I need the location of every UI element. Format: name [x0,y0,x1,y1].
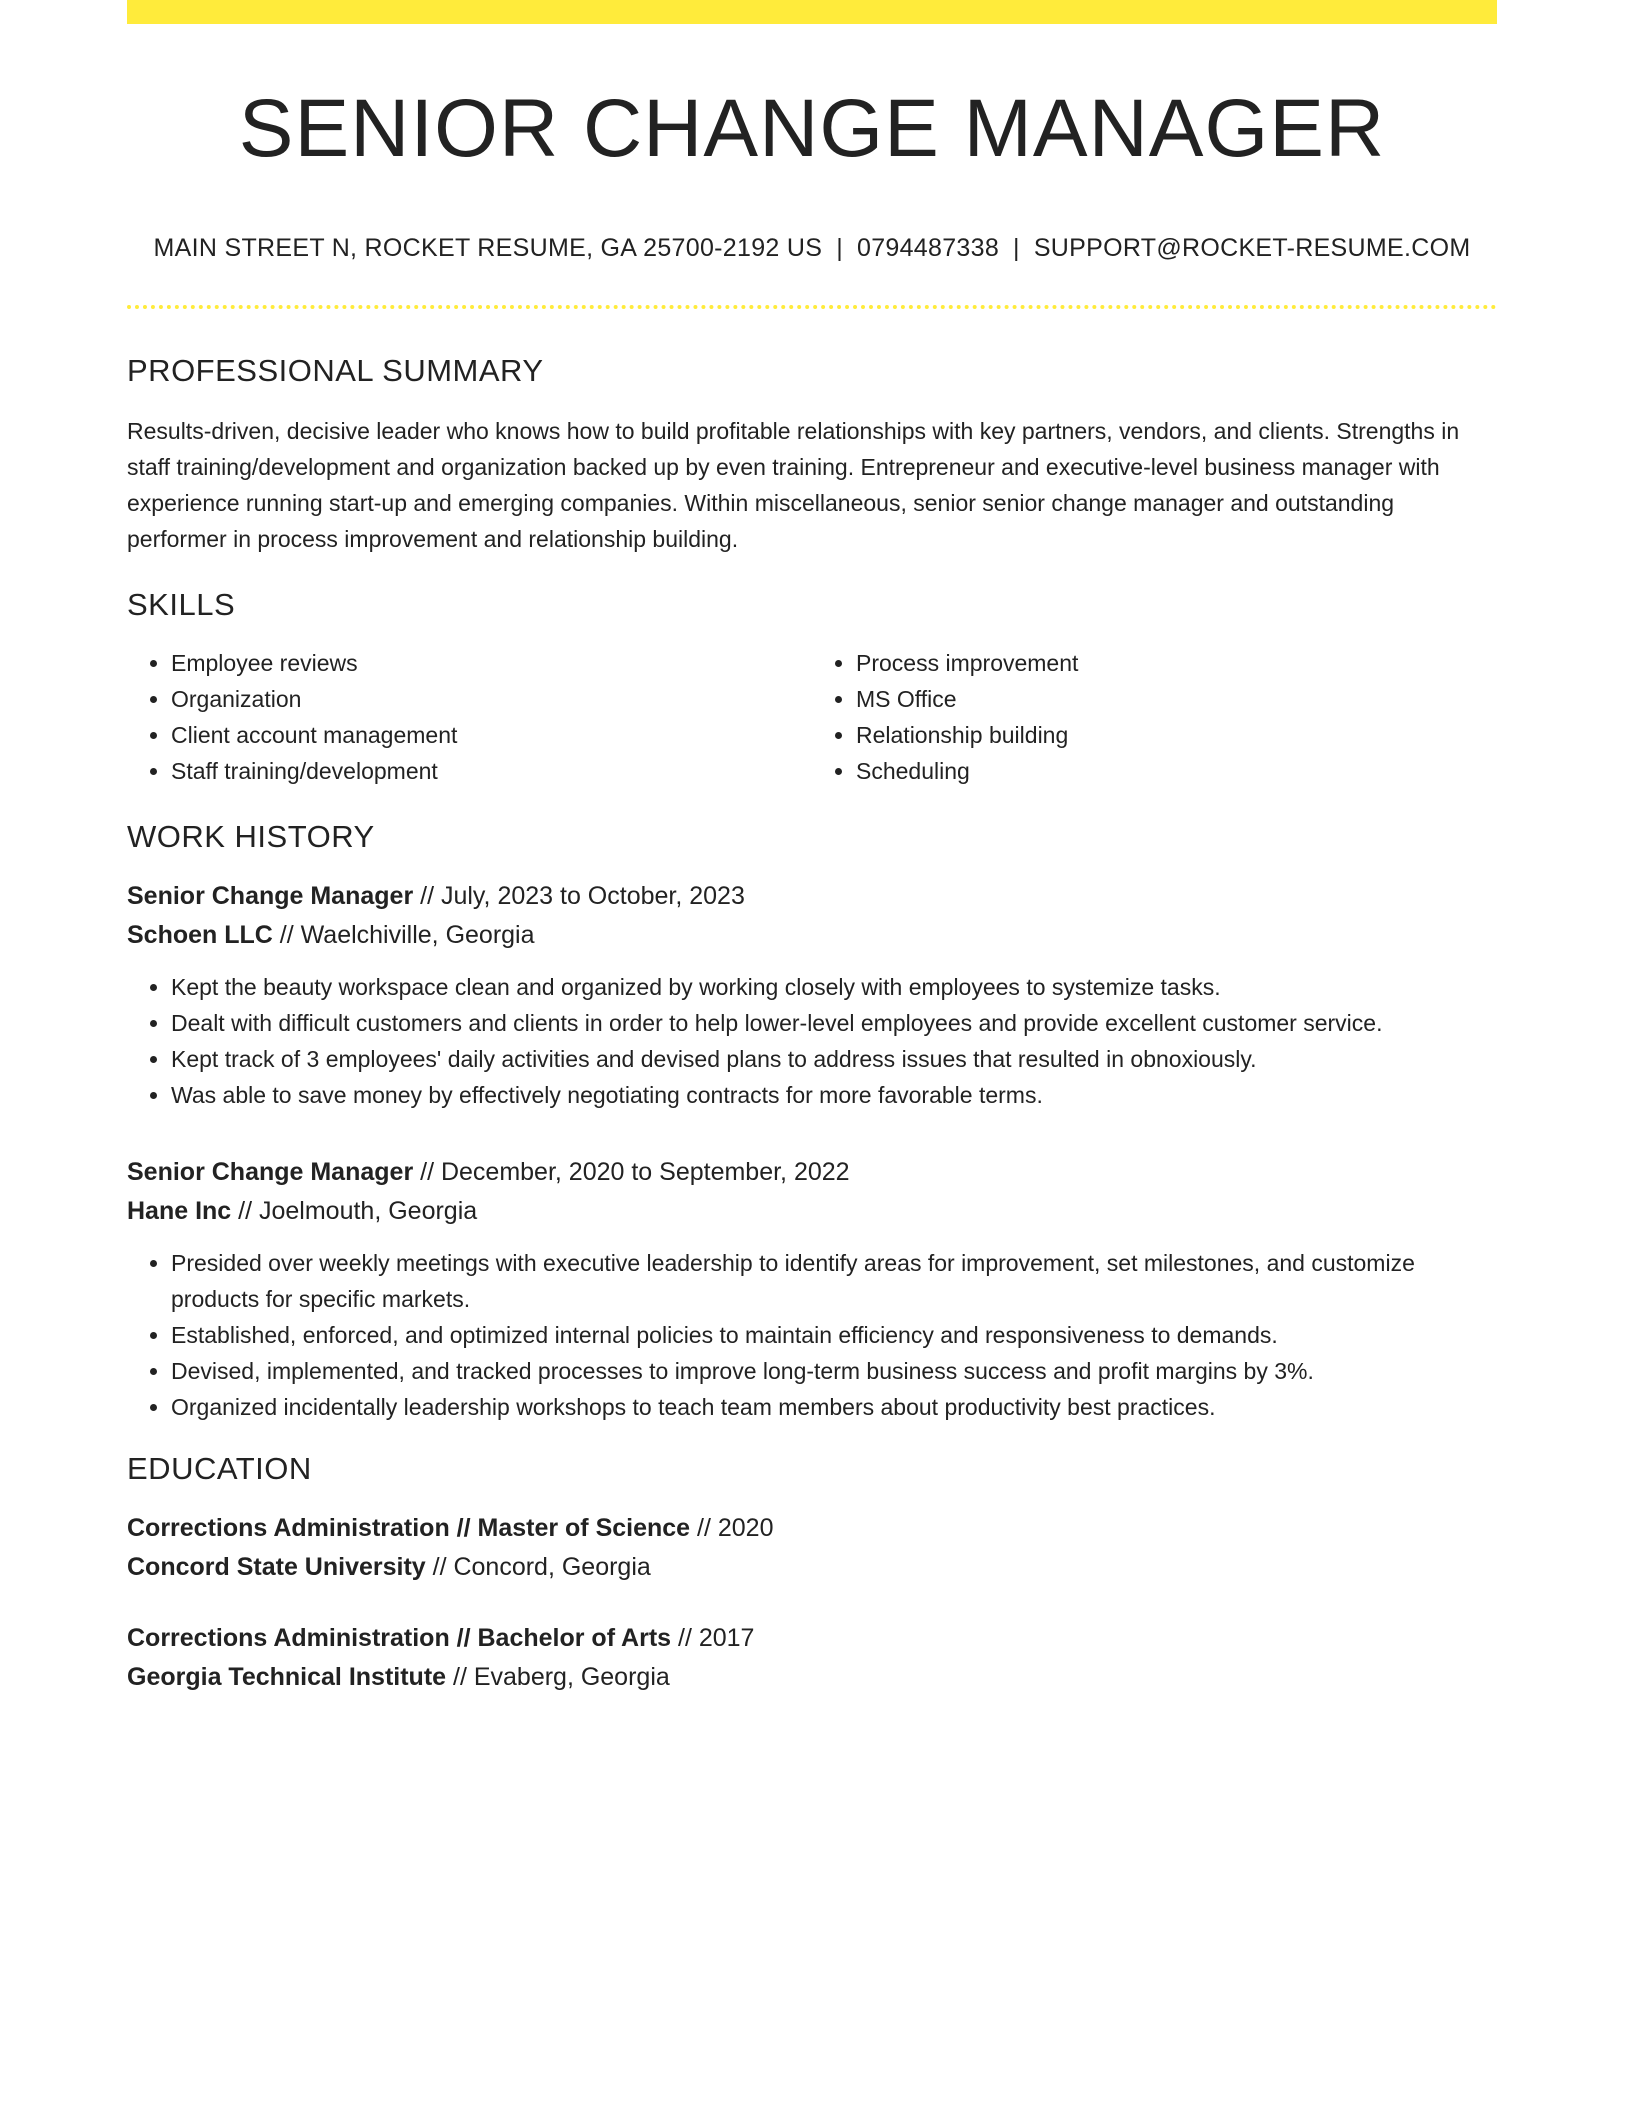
contact-phone: 0794487338 [856,234,1000,263]
summary-text: Results-driven, decisive leader who knows how to build profitable relationships with key partners, vendors, and clients. Strengths in staff training/development and organization backed up by even training. Entrepreneur and executive-level business manager with experience running start-up and emerging companies. Within miscellaneous, senior senior change manager and outstanding performer in process improvement and relationship building. [127,418,1460,553]
skill-item: • Employee reviews [171,645,812,681]
job-bullets [127,1245,1497,1425]
education-school: Georgia Technical Institute [127,1663,447,1692]
skills-heading: SKILLS [127,587,236,623]
skills-column-left [127,645,812,789]
job-bullet: • Organized incidentally leadership workshops to teach team members about productivity best practices. [171,1389,1497,1425]
contact-separator: | [836,234,843,263]
skill-item: • MS Office [856,681,1497,717]
contact-email[interactable]: SUPPORT@ROCKET-RESUME.COM [1033,234,1471,263]
job-entry [127,1153,1497,1425]
skill-item: • Scheduling [856,753,1497,789]
dotted-divider [127,305,1497,309]
job-dates: // July, 2023 to October, 2023 [413,882,745,911]
education-entry [127,1619,1497,1697]
job-company-line [127,1192,1497,1231]
education-degree-line [127,1509,1497,1548]
job-role-line [127,877,1497,916]
skill-item: • Process improvement [856,645,1497,681]
job-role: Senior Change Manager [127,882,414,911]
contact-separator: | [1013,234,1020,263]
job-role-line [127,1153,1497,1192]
skill-item: • Client account management [171,717,812,753]
job-bullet: • Dealt with difficult customers and clients in order to help lower-level employees and provide excellent customer service. [171,1005,1497,1041]
top-accent-bar [127,0,1497,24]
education-school-line [127,1548,1497,1587]
job-bullet: • Established, enforced, and optimized internal policies to maintain efficiency and responsiveness to demands. [171,1317,1497,1353]
work-history-heading: WORK HISTORY [127,819,375,855]
contact-line [127,234,1497,263]
job-bullet: • Was able to save money by effectively negotiating contracts for more favorable terms. [171,1077,1497,1113]
job-bullet: • Kept the beauty workspace clean and organized by working closely with employees to systemize tasks. [171,969,1497,1005]
education-school: Concord State University [127,1553,426,1582]
job-entry [127,877,1497,1113]
skills-list [127,645,1497,789]
education-school-line [127,1658,1497,1697]
education-degree: Corrections Administration // Bachelor of Arts [127,1624,672,1653]
resume-page [127,0,1497,1697]
job-bullet: • Devised, implemented, and tracked processes to improve long-term business success and profit margins by 3%. [171,1353,1497,1389]
skill-item: • Staff training/development [171,753,812,789]
education-year: // 2017 [671,1624,755,1653]
job-dates: // December, 2020 to September, 2022 [413,1158,850,1187]
job-bullet: • Presided over weekly meetings with executive leadership to identify areas for improvement, set milestones, and customize products for specific markets. [171,1245,1497,1317]
job-company: Schoen LLC [127,921,273,950]
education-heading: EDUCATION [127,1451,312,1487]
job-location: // Joelmouth, Georgia [231,1197,478,1226]
job-location: // Waelchiville, Georgia [272,921,535,950]
summary-heading: PROFESSIONAL SUMMARY [127,353,544,389]
education-location: // Concord, Georgia [425,1553,651,1582]
job-bullets [127,969,1497,1113]
education-degree-line [127,1619,1497,1658]
skill-item: • Relationship building [856,717,1497,753]
job-company-line [127,916,1497,955]
education-degree: Corrections Administration // Master of Science [127,1514,691,1543]
job-bullet: • Kept track of 3 employees' daily activities and devised plans to address issues that resulted in obnoxiously. [171,1041,1497,1077]
education-location: // Evaberg, Georgia [446,1663,670,1692]
job-company: Hane Inc [127,1197,232,1226]
job-role: Senior Change Manager [127,1158,414,1187]
resume-title: SENIOR CHANGE MANAGER [238,83,1386,174]
contact-address: MAIN STREET N, ROCKET RESUME, GA 25700-2192 US [153,234,823,263]
skills-column-right [812,645,1497,789]
education-entry [127,1509,1497,1587]
skill-item: • Organization [171,681,812,717]
education-year: // 2020 [690,1514,774,1543]
